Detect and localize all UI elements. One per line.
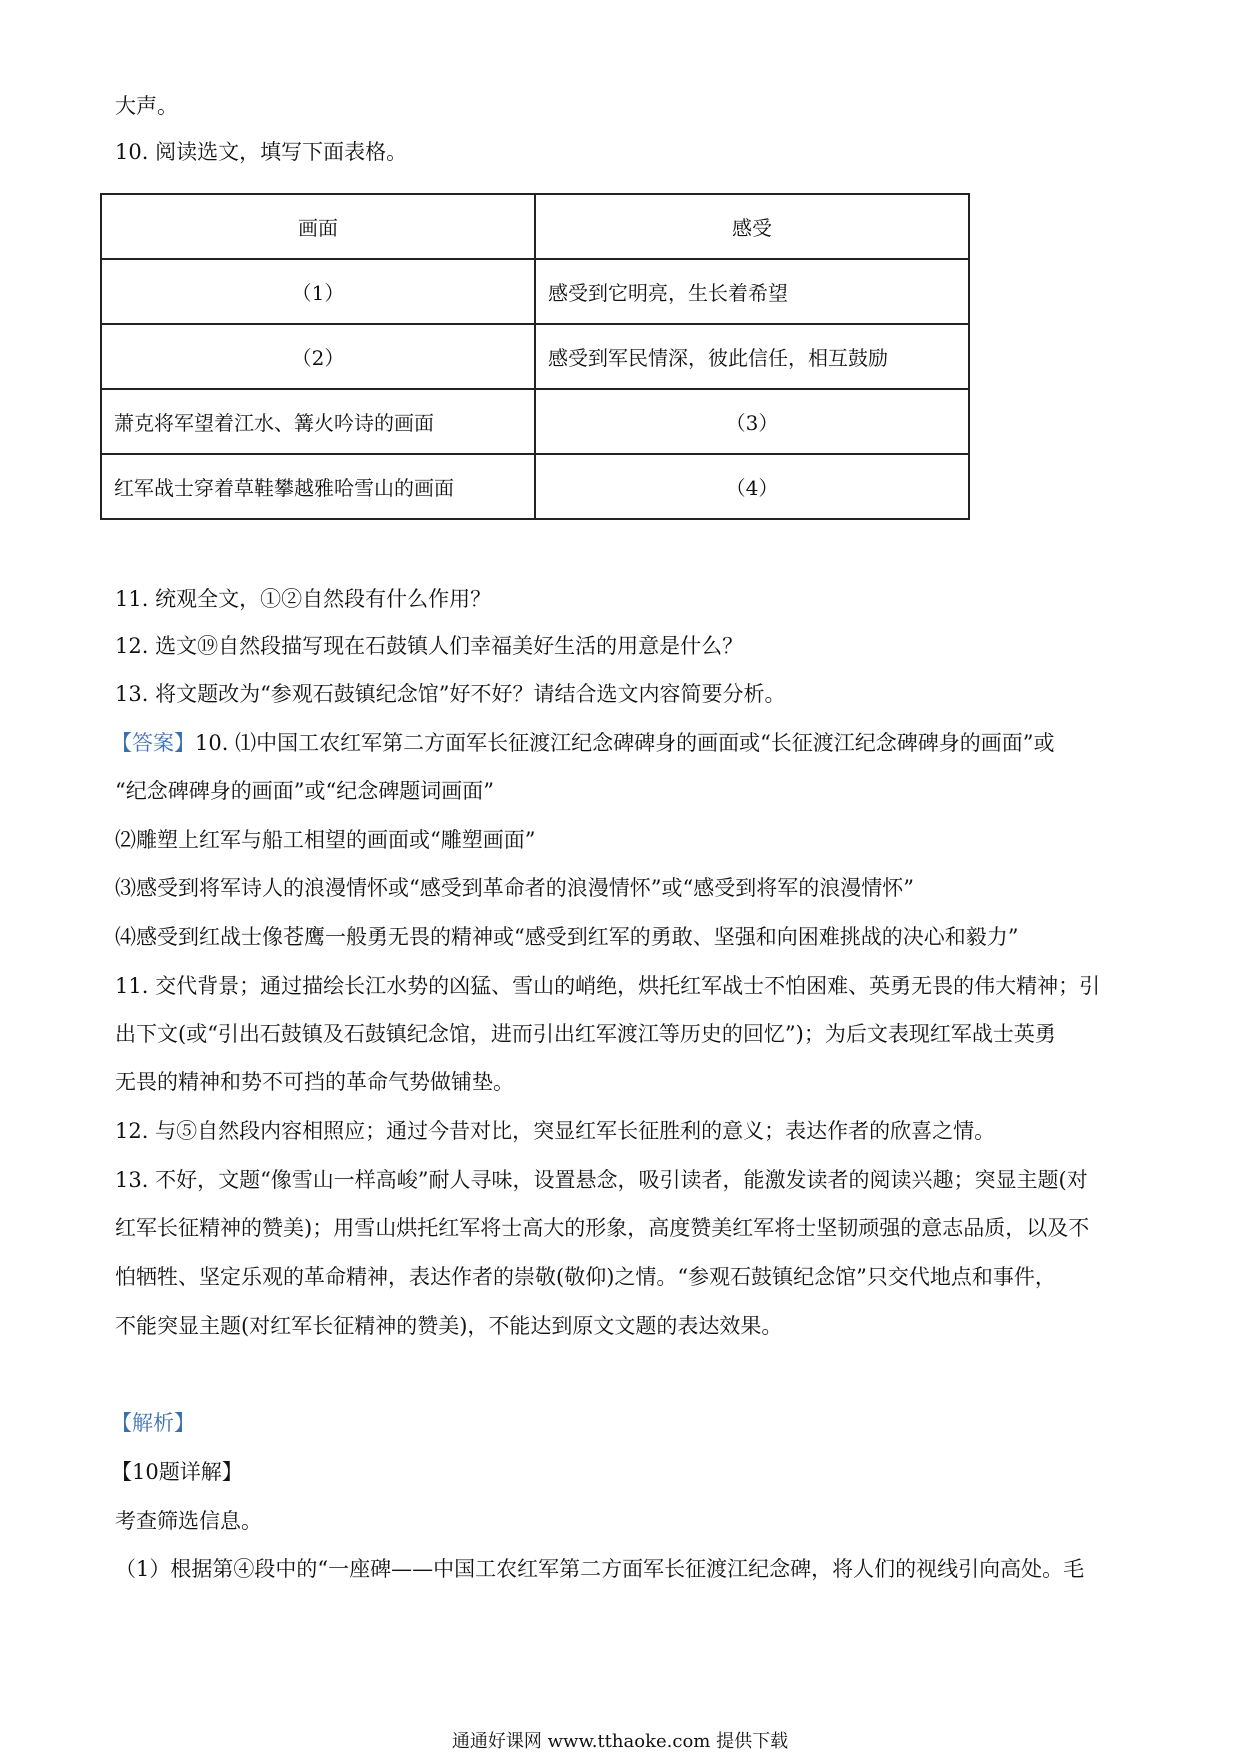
table-header-row	[101, 194, 969, 259]
table-row	[101, 389, 969, 454]
answer-line: 不能突显主题(对红军长征精神的赞美)，不能达到原文文题的表达效果。	[115, 1314, 783, 1338]
answer-line: “纪念碑碑身的画面”或“纪念碑题词画面”	[115, 779, 494, 803]
question-12: 12. 选文⑲自然段描写现在石鼓镇人们幸福美好生活的用意是什么？	[115, 634, 744, 658]
answer-label: 【答案】	[111, 731, 195, 755]
answer-line: 13. 不好，文题“像雪山一样高峻”耐人寻味，设置悬念，吸引读者，能激发读者的阅读兴趣；突显主题(对	[115, 1168, 1088, 1192]
table-cell: （2）	[101, 324, 535, 389]
question-13: 13. 将文题改为“参观石鼓镇纪念馆”好不好？请结合选文内容简要分析。	[115, 682, 786, 706]
table-row	[101, 324, 969, 389]
answer-line: 11. 交代背景；通过描绘长江水势的凶猛、雪山的峭绝，烘托红军战士不怕困难、英勇无畏的伟大精神；引	[115, 974, 1101, 998]
table-cell: 感受到军民情深，彼此信任，相互鼓励	[535, 324, 969, 389]
table-cell: （3）	[535, 389, 969, 454]
answer-line: ⑶感受到将军诗人的浪漫情怀或“感受到革命者的浪漫情怀”或“感受到将军的浪漫情怀”	[115, 876, 914, 900]
table-cell: （1）	[101, 259, 535, 324]
answer-text: 10. ⑴中国工农红军第二方面军长征渡江纪念碑碑身的画面或“长征渡江纪念碑碑身的画面”或	[195, 731, 1055, 755]
answer-line: ⑷感受到红战士像苍鹰一般勇无畏的精神或“感受到红军的勇敢、坚强和向困难挑战的决心和毅力”	[115, 925, 1019, 949]
answer-first-line	[111, 729, 1055, 757]
table-header-cell: 画面	[101, 194, 535, 259]
analysis-text: （1）根据第④段中的“一座碑——中国工农红军第二方面军长征渡江纪念碑，将人们的视线引向高处。毛	[115, 1557, 1085, 1581]
footer-watermark: 通通好课网 www.tthaoke.com 提供下载	[451, 1731, 789, 1752]
table-cell: 萧克将军望着江水、篝火吟诗的画面	[101, 389, 535, 454]
table-cell: 红军战士穿着草鞋攀越雅哈雪山的画面	[101, 454, 535, 519]
document-page	[111, 0, 1135, 1754]
answer-line: 出下文(或“引出石鼓镇及石鼓镇纪念馆，进而引出红军渡江等历史的回忆”)；为后文表现红军战士英勇	[115, 1022, 1056, 1046]
answer-table	[100, 193, 970, 520]
table-row	[101, 454, 969, 519]
table-row	[101, 259, 969, 324]
answer-line: 红军长征精神的赞美)；用雪山烘托红军将士高大的形象，高度赞美红军将士坚韧顽强的意志品质，以及不	[115, 1216, 1090, 1240]
analysis-intro: 考查筛选信息。	[115, 1509, 262, 1533]
continued-text: 大声。	[115, 94, 178, 118]
answer-line: ⑵雕塑上红军与船工相望的画面或“雕塑画面”	[115, 828, 536, 852]
analysis-subheading: 【10题详解】	[111, 1460, 243, 1484]
table-header-cell: 感受	[535, 194, 969, 259]
answer-line: 12. 与⑤自然段内容相照应；通过今昔对比，突显红军长征胜利的意义；表达作者的欣喜之情。	[115, 1119, 996, 1143]
question-10-prompt: 10. 阅读选文，填写下面表格。	[115, 140, 408, 164]
analysis-label: 【解析】	[111, 1411, 195, 1435]
question-11: 11. 统观全文，①②自然段有什么作用？	[115, 587, 492, 611]
table-cell: 感受到它明亮，生长着希望	[535, 259, 969, 324]
answer-line: 怕牺牲、坚定乐观的革命精神，表达作者的崇敬(敬仰)之情。“参观石鼓镇纪念馆”只交代地点和事件，	[115, 1265, 1056, 1289]
table-cell: （4）	[535, 454, 969, 519]
answer-line: 无畏的精神和势不可挡的革命气势做铺垫。	[115, 1070, 514, 1094]
